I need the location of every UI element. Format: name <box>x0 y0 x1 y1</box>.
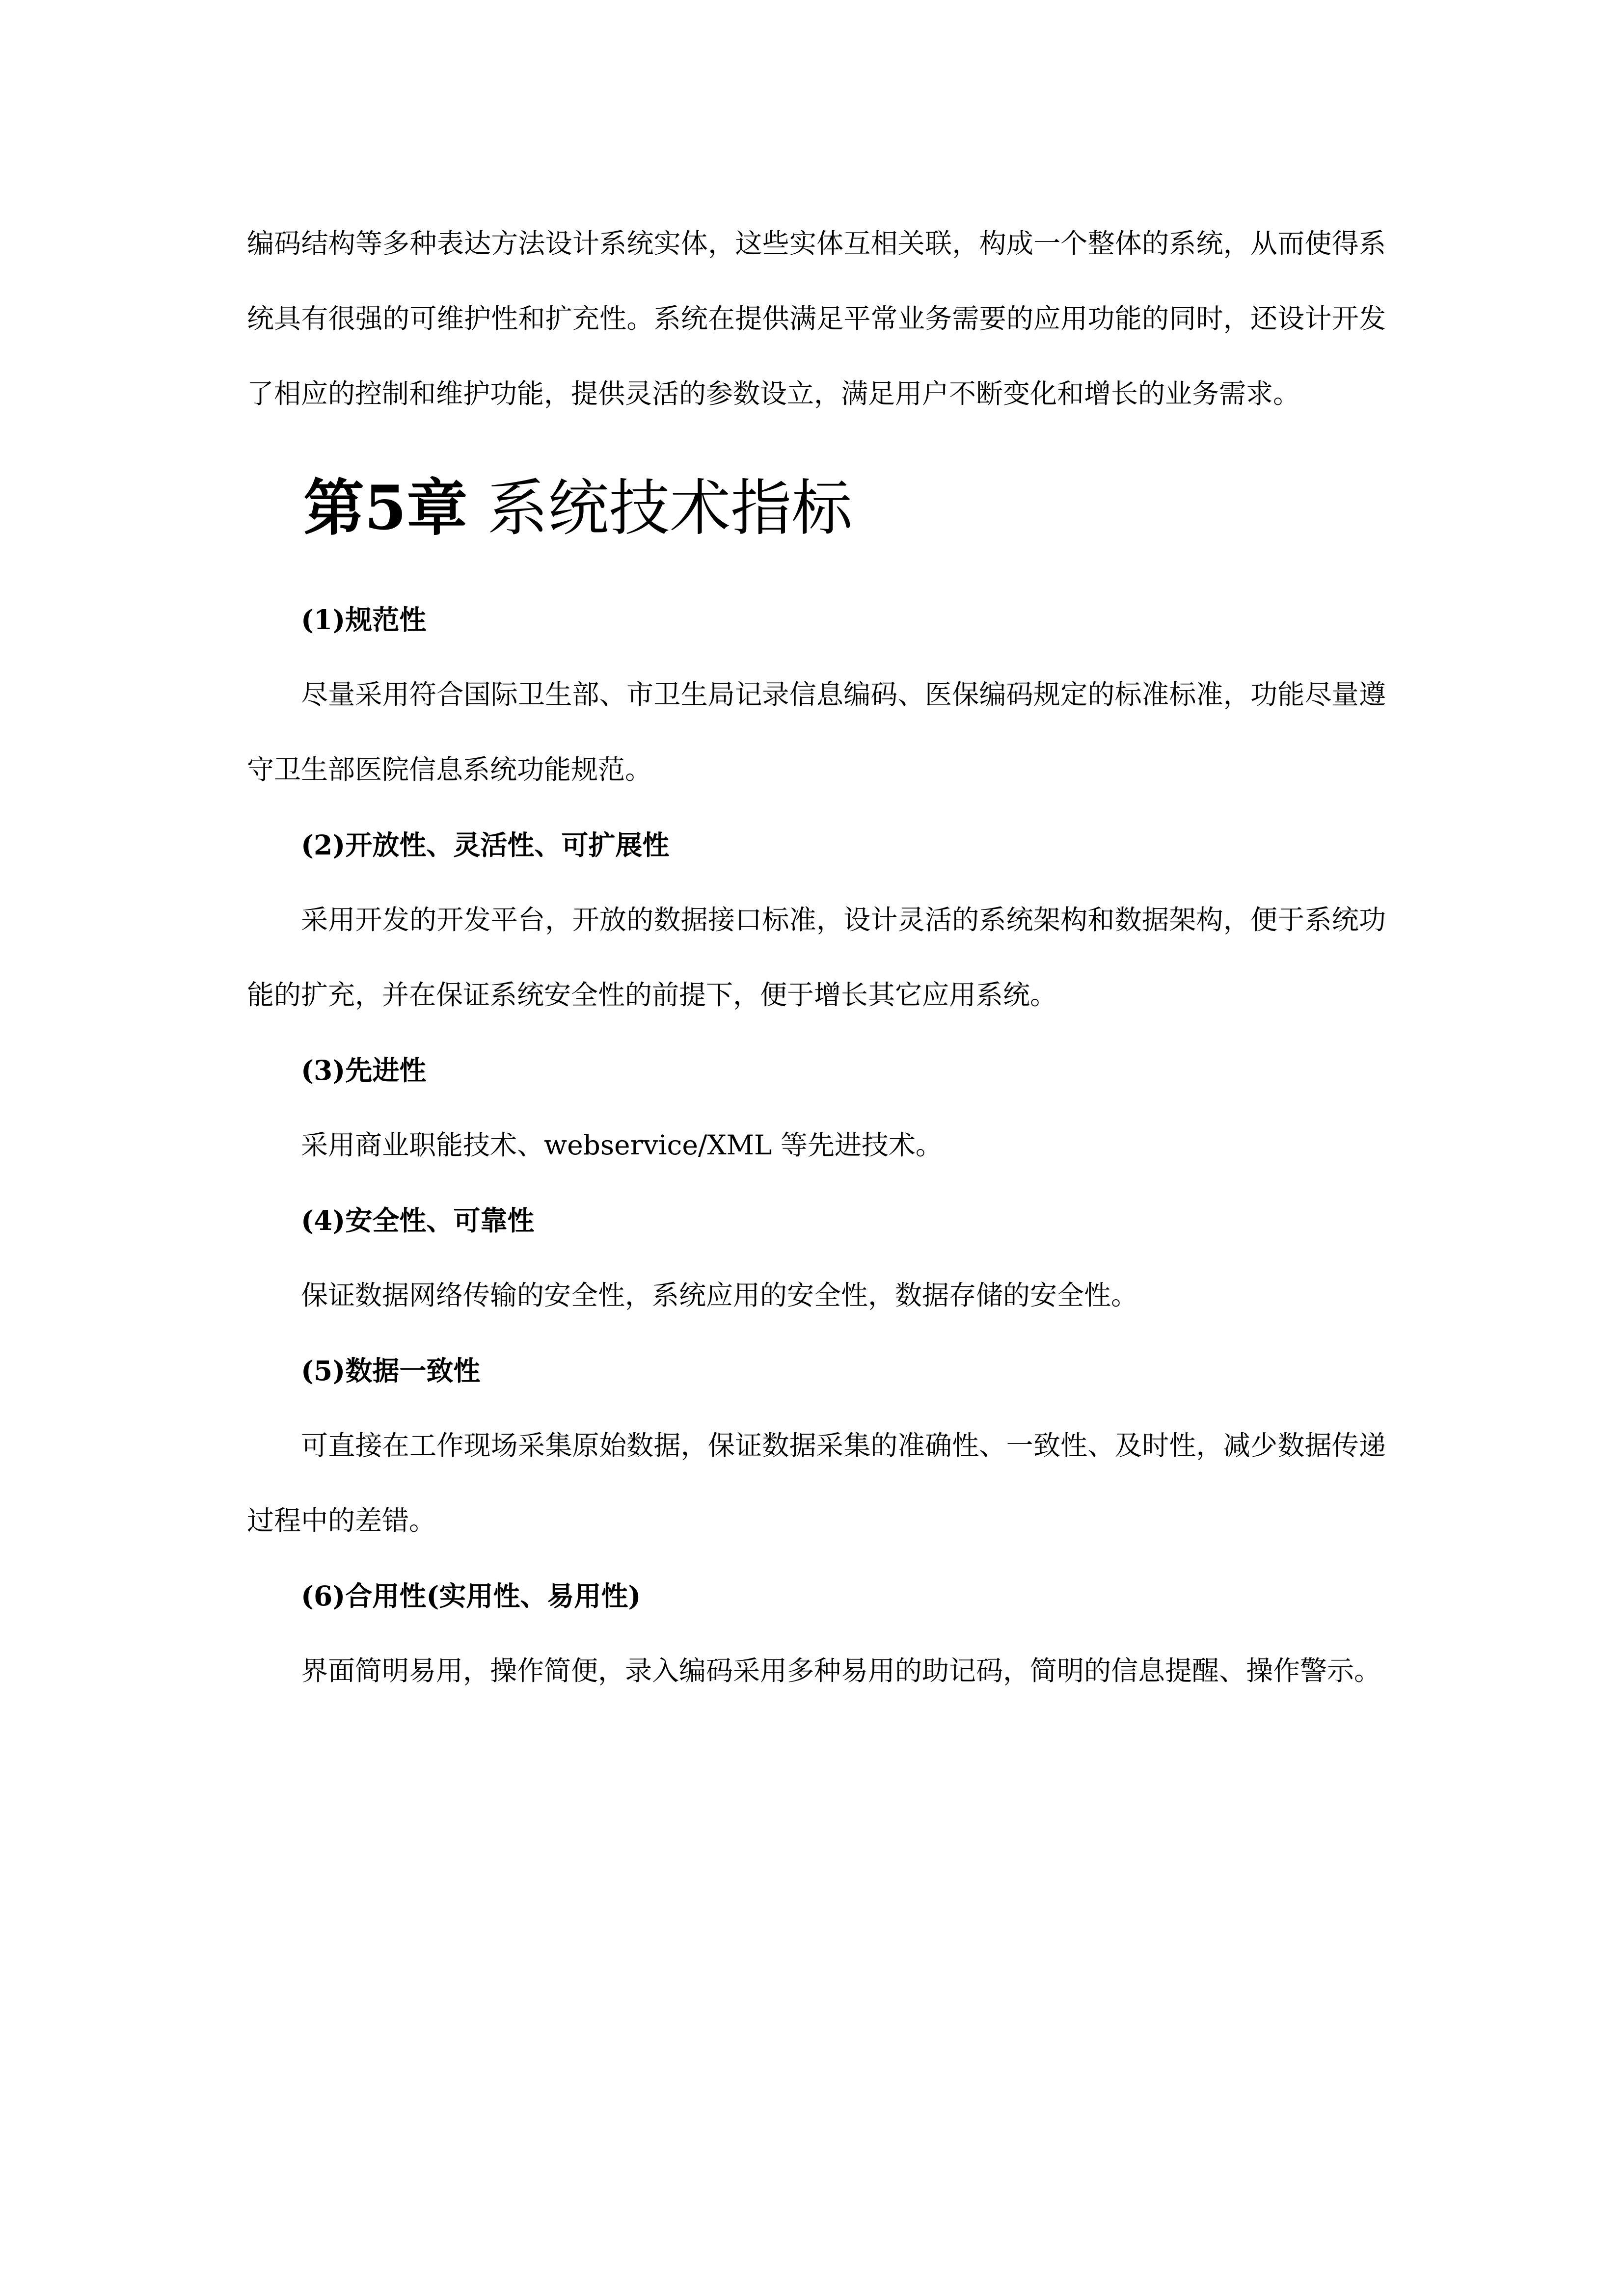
section-heading-1: (1)规范性 <box>301 604 427 636</box>
section-heading-6: (6)合用性(实用性、易用性) <box>301 1580 641 1612</box>
section-heading-2: (2)开放性、灵活性、可扩展性 <box>301 829 670 861</box>
section-heading-4: (4)安全性、可靠性 <box>301 1204 535 1236</box>
page-content <box>247 206 1386 1709</box>
section-body-6: 界面简明易用，操作简便，录入编码采用多种易用的助记码，简明的信息提醒、操作警示。 <box>301 1655 1381 1686</box>
spacer <box>247 431 1386 472</box>
chapter-number: 第5章 <box>303 473 468 544</box>
section-body-2: 采用开发的开发平台，开放的数据接口标准，设计灵活的系统架构和数据架构，便于系统功能的扩充，并在保证系统安全性的前提下，便于增长其它应用系统。 <box>247 904 1386 1011</box>
section-heading-3: (3)先进性 <box>301 1054 427 1086</box>
section-body-3: 采用商业职能技术、webservice/XML 等先进技术。 <box>301 1129 943 1161</box>
spacer <box>247 545 1386 582</box>
section-body-4: 保证数据网络传输的安全性，系统应用的安全性，数据存储的安全性。 <box>301 1280 1138 1311</box>
intro-paragraph: 编码结构等多种表达方法设计系统实体，这些实体互相关联，构成一个整体的系统，从而使得系统具有很强的可维护性和扩充性。系统在提供满足平常业务需要的应用功能的同时，还设计开发了相应的控制和维护功能，提供灵活的参数设立，满足用户不断变化和增长的业务需求。 <box>247 228 1386 409</box>
chapter-heading <box>247 472 1386 545</box>
chapter-title: 系统技术指标 <box>487 473 853 544</box>
section-body-1: 尽量采用符合国际卫生部、市卫生局记录信息编码、医保编码规定的标准标准，功能尽量遵守卫生部医院信息系统功能规范。 <box>247 679 1386 785</box>
section-body-5: 可直接在工作现场采集原始数据，保证数据采集的准确性、一致性、及时性，减少数据传递过程中的差错。 <box>247 1430 1386 1536</box>
section-heading-5: (5)数据一致性 <box>301 1355 481 1387</box>
